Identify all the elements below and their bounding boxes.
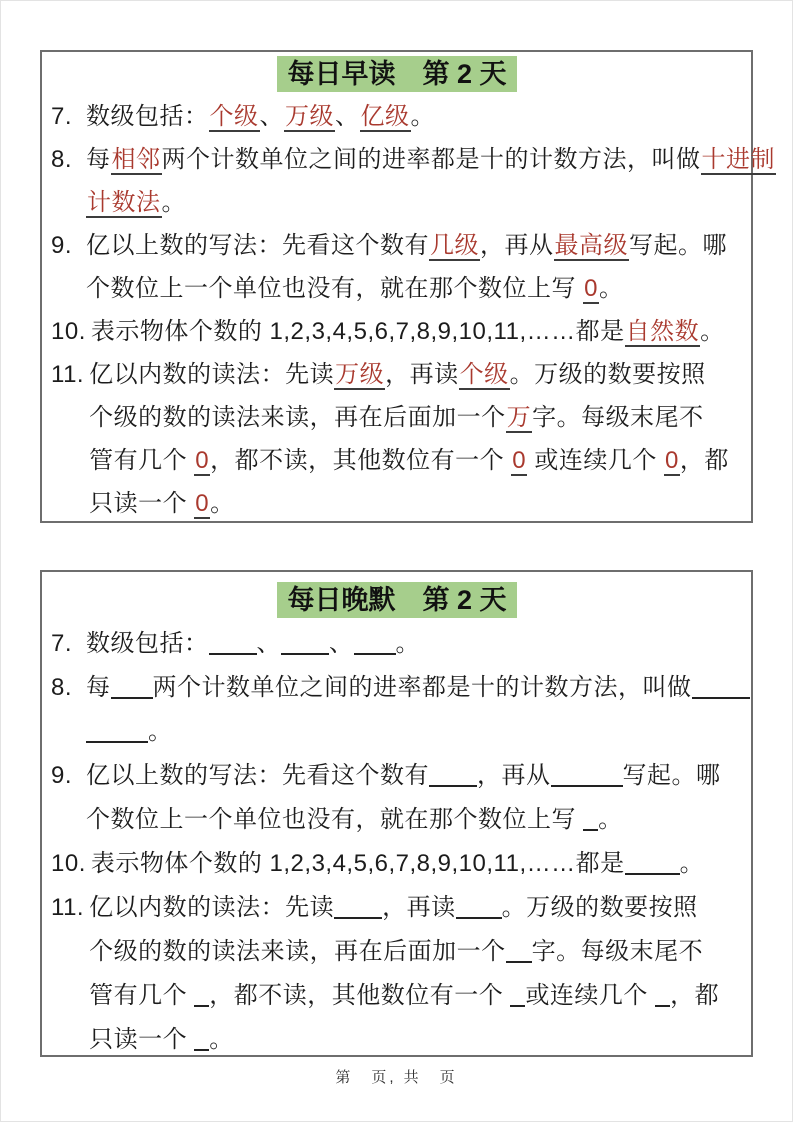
text-run: 只读一个	[89, 1026, 195, 1053]
blank-line	[209, 639, 257, 655]
text-run: 亿以上数的写法：先看这个数有	[86, 762, 429, 789]
text-run: 。	[700, 318, 725, 345]
text-run: 管有几个	[89, 982, 195, 1009]
text-run: 只读一个	[89, 490, 195, 517]
blank-line	[506, 947, 532, 963]
item-number: 7.	[51, 103, 73, 130]
worksheet-item	[51, 666, 743, 754]
item-number: 7.	[51, 630, 73, 657]
text-run: 两个计数单位之间的进率都是十的计数方法，叫做	[152, 674, 692, 701]
item-text	[89, 886, 719, 1062]
text-run: 亿以内数的读法：先读	[89, 361, 335, 388]
item-number: 11.	[51, 894, 85, 921]
blank-line	[354, 639, 396, 655]
worksheet-item	[51, 886, 743, 1062]
blank-line	[429, 771, 477, 787]
blank-line	[551, 771, 623, 787]
items-list	[51, 95, 775, 525]
text-run: 表示物体个数的 1,2,3,4,5,6,7,8,9,10,11,……都是	[90, 318, 625, 345]
text-run: ，都不读，其他数位有一个	[209, 982, 511, 1009]
text-run: 。	[410, 103, 435, 130]
text-run: 、	[329, 630, 354, 657]
text-run: 。	[210, 490, 235, 517]
worksheet-item	[51, 310, 743, 353]
text-run: 写起。哪	[629, 232, 727, 259]
answer-text: 个级	[209, 103, 259, 130]
item-text	[86, 666, 750, 754]
text-run: 个级的数的读法来读，再在后面加一个	[89, 404, 506, 431]
text-run: ，都	[670, 982, 720, 1009]
section-title-highlight: 每日晚默 第 2 天	[277, 582, 516, 618]
text-run: ，再读	[385, 361, 459, 388]
text-run: 个数位上一个单位也没有，就在那个数位上写	[86, 806, 584, 833]
item-text	[91, 842, 704, 886]
worksheet-item	[51, 754, 743, 842]
text-run: ，都	[679, 447, 729, 474]
worksheet-item	[51, 224, 743, 310]
item-text	[86, 622, 420, 666]
answer-text: 万	[506, 404, 532, 431]
section-title-highlight: 每日早读 第 2 天	[277, 56, 516, 92]
text-run: 。	[599, 275, 624, 302]
text-run: 亿以内数的读法：先读	[89, 894, 335, 921]
blank-line	[111, 683, 153, 699]
text-run: 数级包括：	[86, 103, 209, 130]
item-number: 11.	[51, 361, 85, 388]
section-title	[51, 55, 743, 93]
answer-text: 0	[584, 275, 599, 302]
text-run: ，再从	[480, 232, 554, 259]
text-run: 或连续几个	[525, 982, 656, 1009]
answer-text: 0	[512, 447, 527, 474]
text-run: 两个计数单位之间的进率都是十的计数方法，叫做	[161, 146, 701, 173]
worksheet-item	[51, 95, 743, 138]
answer-text: 相邻	[111, 146, 161, 173]
section-title	[51, 580, 743, 620]
page-footer: 第 页, 共 页	[335, 1069, 458, 1086]
item-number: 9.	[51, 232, 73, 259]
answer-text: 最高级	[554, 232, 628, 259]
text-run: ，再读	[382, 894, 456, 921]
item-number: 9.	[51, 762, 73, 789]
text-run: 亿以上数的写法：先看这个数有	[86, 232, 429, 259]
answer-text: 十进制	[701, 146, 775, 173]
text-run: 。	[679, 850, 705, 877]
text-run: 。	[148, 718, 173, 745]
text-run: 管有几个	[89, 447, 195, 474]
worksheet-item	[51, 842, 743, 886]
text-run: 或连续几个	[527, 447, 664, 474]
text-run: 。	[395, 630, 420, 657]
answer-text: 万级	[335, 361, 385, 388]
text-run: 数级包括：	[86, 630, 209, 657]
answer-text: 0	[195, 490, 210, 517]
item-text	[86, 138, 776, 224]
evening-dictation-card	[40, 570, 753, 1057]
answer-text: 自然数	[625, 318, 700, 345]
item-text	[86, 95, 435, 138]
text-run: ，再从	[477, 762, 551, 789]
worksheet-item	[51, 138, 775, 224]
blank-line	[281, 639, 329, 655]
blank-line	[655, 991, 670, 1007]
morning-reading-card	[40, 50, 775, 523]
worksheet-item	[51, 353, 743, 525]
text-run: ，都不读，其他数位有一个	[210, 447, 512, 474]
text-run: 。万级的数要按照	[509, 361, 706, 388]
item-text	[86, 754, 721, 842]
blank-line	[194, 1035, 209, 1051]
item-text	[89, 353, 729, 525]
answer-text: 计数法	[87, 189, 161, 216]
text-run: 、	[256, 630, 281, 657]
item-text	[86, 224, 727, 310]
blank-line	[86, 727, 148, 743]
items-list	[51, 622, 743, 1062]
item-number: 10.	[51, 850, 86, 877]
blank-line	[456, 903, 502, 919]
text-run: 。	[598, 806, 623, 833]
item-number: 8.	[51, 146, 73, 173]
answer-text: 0	[195, 447, 210, 474]
blank-line	[334, 903, 382, 919]
blank-line	[510, 991, 525, 1007]
text-run: 。	[209, 1026, 234, 1053]
text-run: 个数位上一个单位也没有，就在那个数位上写	[86, 275, 584, 302]
text-run: 、	[259, 103, 284, 130]
item-number: 10.	[51, 318, 86, 345]
text-run: 、	[335, 103, 360, 130]
text-run: 字。每级末尾不	[532, 404, 704, 431]
answer-text: 几级	[430, 232, 479, 259]
answer-text: 个级	[459, 361, 509, 388]
text-run: 。	[161, 189, 186, 216]
answer-text: 万级	[285, 103, 334, 130]
blank-line	[625, 859, 680, 875]
text-run: 每	[86, 146, 111, 173]
text-run: 表示物体个数的 1,2,3,4,5,6,7,8,9,10,11,……都是	[90, 850, 625, 877]
blank-line	[194, 991, 209, 1007]
text-run: 个级的数的读法来读，再在后面加一个	[89, 938, 506, 965]
text-run: 每	[86, 674, 111, 701]
item-text	[91, 310, 725, 353]
worksheet-item	[51, 622, 743, 666]
blank-line	[692, 683, 750, 699]
text-run: 。万级的数要按照	[501, 894, 698, 921]
answer-text: 0	[665, 447, 679, 474]
blank-line	[583, 815, 598, 831]
answer-text: 亿级	[360, 103, 410, 130]
text-run: 字。每级末尾不	[531, 938, 704, 965]
text-run: 写起。哪	[622, 762, 721, 789]
item-number: 8.	[51, 674, 73, 701]
